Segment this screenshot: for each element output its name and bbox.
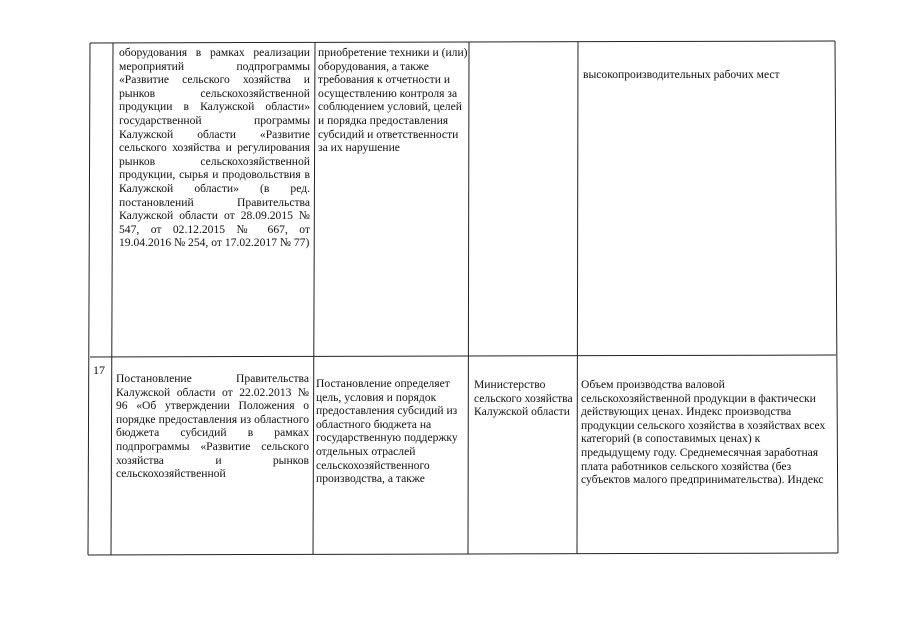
col-divider-2 [313,42,315,554]
prev-row-document-cell: оборудования в рамках реализации мероприятий подпрограммы «Развитие сельского хозяйства и рынков сельскохозяйственной продукции в Калужской области» государственной программы Калужской области «Развитие сельского хозяйства и регулирования рынков сельскохозяйственной продукции, сырья и продовольствия в Калужской области» (в ред. постановлений Правительства Калужской области от 28.09.2015 № 547, от 02.12.2015 № 667, от 19.04.2016 № 254, от 17.02.2017 № 77) [119,46,310,250]
col-divider-1 [111,43,113,555]
table-left-border [88,43,90,555]
prev-row-description-cell: приобретение техники и (или) оборудования, а также требования к отчетности и осуществлению контроля за соблюдением условий, целей и порядка предоставления субсидий и ответственности за их нарушение [318,46,468,155]
table-right-border [835,41,838,553]
row-separator [90,355,836,357]
col-divider-4 [577,42,578,554]
row17-responsible-cell: Министерство сельского хозяйства Калужской области [474,378,573,419]
table-top-border [90,41,835,43]
prev-row-indicators-cell: высокопроизводительных рабочих мест [583,68,780,81]
row17-description-cell: Постановление определяет цель, условия и порядок предоставления субсидий из областного бюджета на государственную поддержку отдельных отраслей сельскохозяйственного производства, а также [316,377,458,486]
row-number: 17 [93,364,105,377]
row17-document-cell: Постановление Правительства Калужской области от 22.02.2013 № 96 «Об утверждении Положения о порядке предоставления из областного бюджета субсидий в рамках подпрограммы «Развитие сельского хозяйства и рынков сельскохозяйственной [116,372,309,481]
row17-indicators-cell: Объем производства валовой сельскохозяйственной продукции в фактически действующих ценах. Индекс производства продукции сельского хозяйства в хозяйствах всех категорий (в сопоставимых ценах) к предыдущему году. Среднемесячная заработная плата работников сельского хозяйства (без субъектов малого предпринимательства). Индекс [581,378,826,487]
